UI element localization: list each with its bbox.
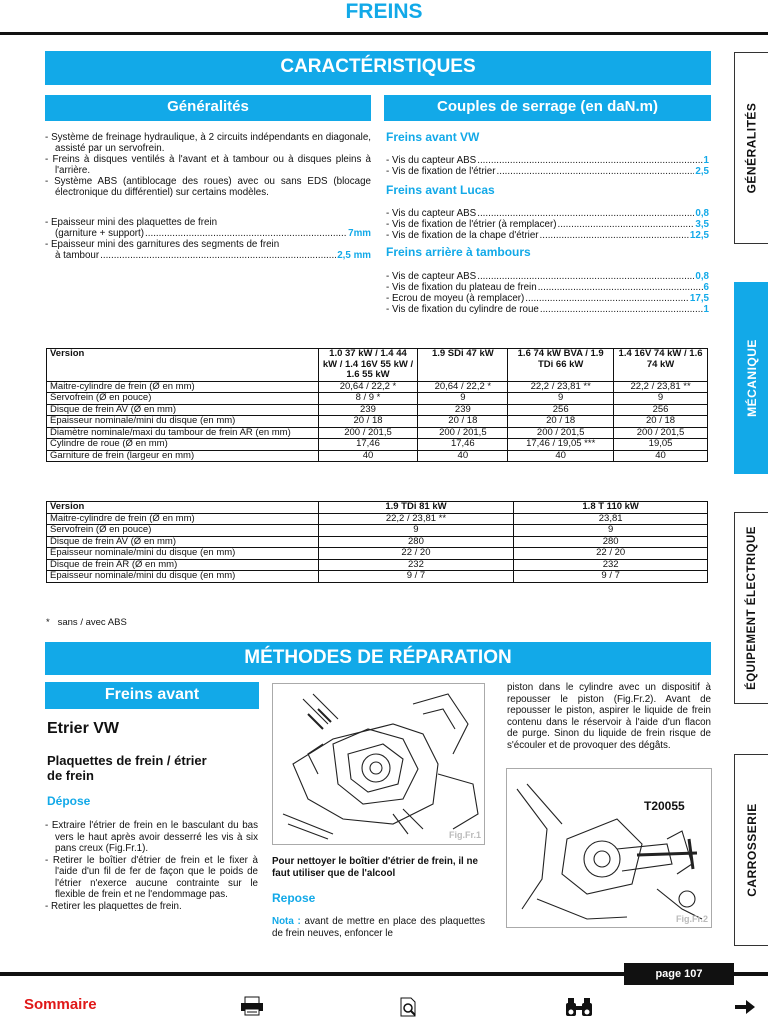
table-cell: 232	[514, 559, 708, 571]
page-number: page 107	[655, 968, 703, 980]
table-cell: 9	[614, 393, 708, 405]
table-row	[47, 450, 708, 462]
table-cell: 9	[318, 525, 514, 537]
tab-label: ÉQUIPEMENT ÉLECTRIQUE	[745, 526, 758, 690]
table-header-cell: Version	[47, 502, 319, 514]
table-cell: 20 / 18	[614, 416, 708, 428]
couple-label: - Vis du capteur ABS	[386, 155, 477, 167]
binoculars-icon[interactable]	[564, 997, 594, 1017]
plaquettes-title: Plaquettes de frein / étrier de frein	[47, 753, 207, 783]
couple-value: 1	[703, 304, 709, 316]
table-cell: Diamètre nominale/maxi du tambour de frein AR (en mm)	[47, 427, 319, 439]
table-row	[47, 548, 708, 560]
table-cell: Servofrein (Ø en pouce)	[47, 393, 319, 405]
table-cell: Disque de frein AV (Ø en mm)	[47, 536, 319, 548]
table-cell: Disque de frein AR (Ø en mm)	[47, 559, 319, 571]
table-cell: 200 / 201,5	[418, 427, 508, 439]
table-cell: 17,46	[418, 439, 508, 451]
footnote: * sans / avec ABS	[46, 617, 127, 628]
table-cell: 40	[508, 450, 614, 462]
fig1-label: Fig.Fr.1	[448, 830, 481, 840]
table-cell: 200 / 201,5	[614, 427, 708, 439]
tab-label: GÉNÉRALITÉS	[744, 102, 759, 194]
couples-group-title: Freins avant VW	[386, 130, 480, 144]
epaisseur-plaquettes-label: - Epaisseur mini des plaquettes de frein	[45, 217, 218, 228]
table-header-cell: 1.0 37 kW / 1.4 44 kW / 1.4 16V 55 kW / 1.6 55 kW	[318, 349, 418, 382]
table-cell: 280	[318, 536, 514, 548]
list-item: - Retirer le boîtier d'étrier de frein et le fixer à l'aide d'un fil de fer de façon que le poids de l'étrier n'exerce aucune contrainte sur le flexible de frein et ne l'endommage pas.	[45, 854, 258, 900]
couple-label: - Ecrou de moyeu (à remplacer)	[386, 293, 525, 305]
table-cell: 22 / 20	[318, 548, 514, 560]
table-row	[47, 571, 708, 583]
epaisseur-plaquettes-sub: (garniture + support)	[55, 228, 145, 239]
couple-value: 2,5	[695, 166, 709, 178]
couple-value: 3,5	[695, 219, 709, 231]
table-row	[47, 404, 708, 416]
table-cell: 17,46 / 19,05 ***	[508, 439, 614, 451]
nota-text: avant de mettre en place des plaquettes de frein neuves, enfoncer le	[272, 916, 485, 939]
methodes-banner: MÉTHODES DE RÉPARATION	[45, 642, 711, 675]
tab-label: CARROSSERIE	[744, 803, 759, 897]
table-cell: 17,46	[318, 439, 418, 451]
table-cell: 22,2 / 23,81 **	[318, 513, 514, 525]
fig2-tool-label: T20055	[644, 799, 685, 813]
sommaire-link[interactable]: Sommaire	[24, 996, 97, 1013]
table-row	[47, 416, 708, 428]
table-row	[47, 513, 708, 525]
printer-icon[interactable]	[240, 996, 264, 1016]
nota-paragraph	[272, 916, 485, 939]
table-cell: Epaisseur nominale/mini du disque (en mm)	[47, 416, 319, 428]
table-cell: Maitre-cylindre de frein (Ø en mm)	[47, 513, 319, 525]
table-row	[47, 381, 708, 393]
table-cell: Maitre-cylindre de frein (Ø en mm)	[47, 381, 319, 393]
table-cell: 20,64 / 22,2 *	[418, 381, 508, 393]
couple-value: 17,5	[689, 293, 709, 305]
table-cell: Cylindre de roue (Ø en mm)	[47, 439, 319, 451]
table-cell: 40	[318, 450, 418, 462]
couple-label: - Vis de fixation de l'étrier (à remplacer)	[386, 219, 557, 231]
generalites-list	[45, 132, 371, 198]
table-header-cell: 1.6 74 kW BVA / 1.9 TDi 66 kW	[508, 349, 614, 382]
table-cell: 23,81	[514, 513, 708, 525]
table-cell: Epaisseur nominale/mini du disque (en mm)	[47, 548, 319, 560]
epaisseur-garnitures-label: - Epaisseur mini des garnitures des segments de frein	[45, 239, 280, 250]
table-header-cell: 1.8 T 110 kW	[514, 502, 708, 514]
table-cell: 40	[614, 450, 708, 462]
couple-label: - Vis de fixation de l'étrier	[386, 166, 496, 178]
table-cell: 20 / 18	[318, 416, 418, 428]
table-cell: 232	[318, 559, 514, 571]
piston-tool-illustration	[507, 769, 711, 927]
table-cell: 22,2 / 23,81 **	[508, 381, 614, 393]
nota-label: Nota :	[272, 916, 301, 927]
couple-value: 6	[703, 281, 709, 293]
depose-title: Dépose	[47, 794, 91, 808]
table-cell: 256	[508, 404, 614, 416]
table-cell: 19,05	[614, 439, 708, 451]
tab-carrosserie[interactable]	[734, 754, 768, 946]
list-item: - Système de freinage hydraulique, à 2 circuits indépendants en diagonale, assisté par un servofrein.	[45, 132, 371, 154]
couple-label: - Vis de fixation du cylindre de roue	[386, 304, 539, 316]
tab-mecanique[interactable]	[734, 282, 768, 474]
table-cell: 9	[508, 393, 614, 405]
header-rule	[0, 32, 768, 35]
tab-label: MÉCANIQUE	[744, 339, 759, 417]
spec-table-1	[46, 348, 708, 462]
table-row	[47, 439, 708, 451]
couple-label: - Vis de fixation de la chape d'étrier	[386, 230, 539, 242]
next-arrow-icon[interactable]	[734, 999, 756, 1015]
list-item: - Extraire l'étrier de frein en le basculant du bas vers le haut après avoir desserré les vis à six pans creux (Fig.Fr.1).	[45, 820, 258, 854]
table-cell: 200 / 201,5	[508, 427, 614, 439]
couples-group-title: Freins arrière à tambours	[386, 245, 531, 260]
table-cell: 40	[418, 450, 508, 462]
table-cell: 256	[614, 404, 708, 416]
epaisseur-garnitures-value: 2,5 mm	[337, 250, 371, 261]
freins-avant-header: Freins avant	[45, 682, 259, 709]
table-cell: 9	[418, 393, 508, 405]
table-cell: 9 / 7	[514, 571, 708, 583]
couple-label: - Vis de capteur ABS	[386, 270, 477, 282]
couple-value: 12,5	[689, 230, 709, 242]
table-cell: 9	[514, 525, 708, 537]
table-header-cell: Version	[47, 349, 319, 382]
figure-fr1	[272, 683, 485, 845]
table-cell: 8 / 9 *	[318, 393, 418, 405]
table-header-cell: 1.9 TDi 81 kW	[318, 502, 514, 514]
epaisseur-plaquettes	[45, 217, 371, 261]
couple-value: 0,8	[695, 270, 709, 282]
couples-section	[386, 132, 709, 315]
table-cell: 280	[514, 536, 708, 548]
couple-label: - Vis du capteur ABS	[386, 207, 477, 219]
table-header-row	[47, 349, 708, 382]
couples-header: Couples de serrage (en daN.m)	[384, 95, 711, 121]
figure-fr2	[506, 768, 712, 928]
fig2-label: Fig.Fr.2	[675, 914, 708, 924]
list-item: - Système ABS (antiblocage des roues) avec ou sans EDS (blocage électronique du différentiel) sur certains modèles.	[45, 176, 371, 198]
table-row	[47, 393, 708, 405]
table-header-row	[47, 502, 708, 514]
table-cell: Garniture de frein (largeur en mm)	[47, 450, 319, 462]
generalites-header: Généralités	[45, 95, 371, 121]
table-cell: 20,64 / 22,2 *	[318, 381, 418, 393]
table-cell: 20 / 18	[418, 416, 508, 428]
table-cell: 239	[318, 404, 418, 416]
table-cell: 22,2 / 23,81 **	[614, 381, 708, 393]
page-number-box	[624, 963, 734, 985]
fig1-caption: Pour nettoyer le boîtier d'étrier de frein, il ne faut utiliser que de l'alcool	[272, 856, 478, 879]
repose-title: Repose	[272, 891, 316, 905]
table-header-cell: 1.4 16V 74 kW / 1.6 74 kW	[614, 349, 708, 382]
table-row	[47, 525, 708, 537]
table-cell: 200 / 201,5	[318, 427, 418, 439]
table-cell: 239	[418, 404, 508, 416]
tab-generalites[interactable]	[734, 52, 768, 244]
couples-group-title: Freins avant Lucas	[386, 182, 495, 197]
couple-value: 1	[703, 155, 709, 167]
table-cell: Disque de frein AV (Ø en mm)	[47, 404, 319, 416]
table-cell: 20 / 18	[508, 416, 614, 428]
couple-label: - Vis de fixation du plateau de frein	[386, 281, 537, 293]
table-row	[47, 427, 708, 439]
table-cell: 9 / 7	[318, 571, 514, 583]
tab-equipement-electrique[interactable]	[734, 512, 768, 704]
table-row	[47, 559, 708, 571]
epaisseur-garnitures-sub: à tambour	[55, 250, 100, 261]
depose-list	[45, 820, 258, 912]
caracteristiques-banner: CARACTÉRISTIQUES	[45, 51, 711, 85]
couple-value: 0,8	[695, 207, 709, 219]
epaisseur-plaquettes-value: 7mm	[348, 228, 371, 239]
table-cell: Epaisseur nominale/mini du disque (en mm)	[47, 571, 319, 583]
brake-caliper-illustration	[273, 684, 484, 844]
table-cell: Servofrein (Ø en pouce)	[47, 525, 319, 537]
etrier-vw-title: Etrier VW	[47, 720, 120, 737]
page-title: FREINS	[345, 0, 423, 23]
list-item: - Freins à disques ventilés à l'avant et à tambour ou à disques pleins à l'arrière.	[45, 154, 371, 176]
zoom-page-icon[interactable]	[398, 997, 420, 1017]
spec-table-2	[46, 501, 708, 583]
table-header-cell: 1.9 SDi 47 kW	[418, 349, 508, 382]
table-row	[47, 536, 708, 548]
table-cell: 22 / 20	[514, 548, 708, 560]
piston-paragraph: piston dans le cylindre avec un dispositif à repousser le piston (Fig.Fr.2). Avant de repousser le piston, aspirer le liquide de frein contenu dans le réservoir à l'aide d'un flacon de purge. Sinon du liquide de frein risque de s'écouler et de provoquer des dégâts.	[507, 682, 711, 751]
list-item: - Retirer les plaquettes de frein.	[45, 900, 182, 912]
